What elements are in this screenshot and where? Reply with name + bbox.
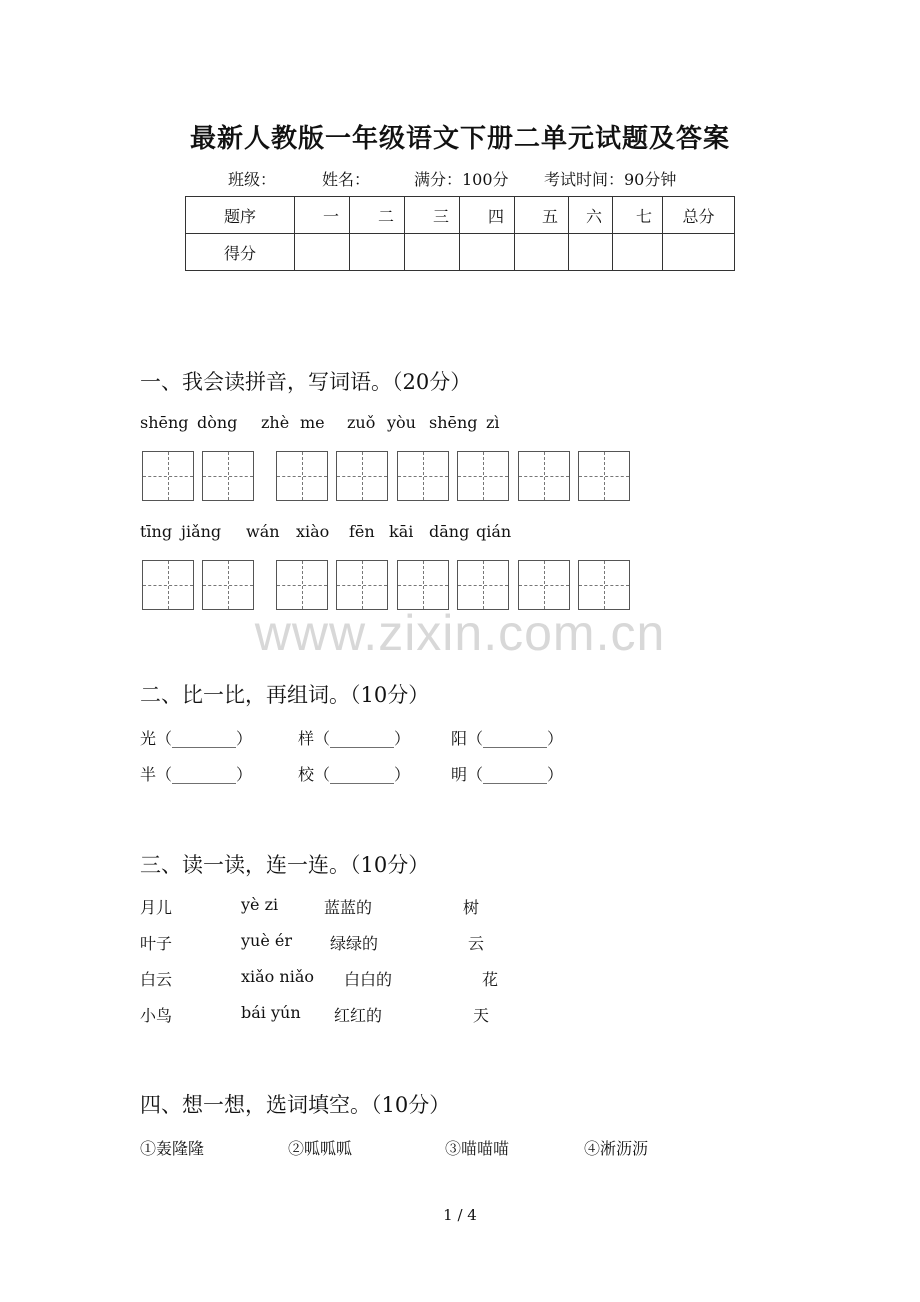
match-pinyin: yuè ér [241,931,293,950]
word-item[interactable]: 样（________） [298,729,411,748]
match-noun: 树 [463,898,480,917]
word-item[interactable]: 校（________） [298,765,411,784]
table-header-cell: 二 [350,197,405,234]
match-word: 月儿 [140,898,173,917]
writing-box[interactable] [518,560,570,610]
watermark: www.zixin.com.cn [254,605,666,661]
match-noun: 花 [482,970,499,989]
table-header-cell: 三 [405,197,460,234]
match-adjective: 白白的 [344,970,393,989]
table-header-cell: 七 [613,197,663,234]
option-item: ②呱呱呱 [288,1139,353,1158]
pinyin: me [300,413,325,432]
match-pinyin: xiǎo niǎo [241,967,314,986]
table-header-cell: 总分 [663,197,735,234]
writing-box[interactable] [276,451,328,501]
score-input-cell[interactable] [295,234,350,271]
match-word: 叶子 [140,934,173,953]
section4-heading: 四、想一想，选词填空。（10分） [140,1093,451,1117]
writing-box[interactable] [142,560,194,610]
full-score: 满分：100分 [414,170,509,189]
score-input-cell[interactable] [515,234,569,271]
pinyin: dāng [429,522,470,541]
pinyin: jiǎng [181,522,222,541]
table-header-cell: 六 [569,197,613,234]
writing-box[interactable] [457,560,509,610]
pinyin: kāi [389,522,414,541]
match-adjective: 绿绿的 [330,934,379,953]
score-input-cell[interactable] [350,234,405,271]
pinyin: tīng [140,522,173,541]
match-adjective: 红红的 [334,1006,383,1025]
word-item[interactable]: 半（________） [140,765,253,784]
match-word: 白云 [140,970,173,989]
writing-box[interactable] [336,560,388,610]
table-row [186,197,735,234]
score-input-cell[interactable] [663,234,735,271]
match-pinyin: yè zi [241,895,279,914]
table-header-cell: 题序 [186,197,295,234]
score-input-cell[interactable] [460,234,515,271]
page-title: 最新人教版一年级语文下册二单元试题及答案 [189,124,730,154]
score-input-cell[interactable] [613,234,663,271]
page-number: 1 / 4 [443,1206,477,1224]
pinyin: wán [246,522,280,541]
match-word: 小鸟 [140,1006,173,1025]
writing-box[interactable] [578,560,630,610]
pinyin: xiào [296,522,330,541]
table-row [186,234,735,271]
word-item[interactable]: 明（________） [451,765,564,784]
writing-box[interactable] [276,560,328,610]
match-noun: 云 [468,934,485,953]
table-header-cell: 一 [295,197,350,234]
section3-heading: 三、读一读，连一连。（10分） [140,853,430,877]
pinyin: dòng [197,413,238,432]
option-item: ①轰隆隆 [140,1139,205,1158]
writing-box[interactable] [518,451,570,501]
pinyin: zì [486,413,500,432]
score-row-label: 得分 [186,234,295,271]
section1-heading: 一、我会读拼音，写词语。（20分） [140,370,472,394]
writing-box[interactable] [202,451,254,501]
score-table [185,196,735,271]
pinyin: shēng [429,413,478,432]
match-pinyin: bái yún [241,1003,301,1022]
writing-box[interactable] [578,451,630,501]
word-item[interactable]: 光（________） [140,729,253,748]
option-item: ④淅沥沥 [584,1139,649,1158]
writing-box[interactable] [202,560,254,610]
score-input-cell[interactable] [569,234,613,271]
pinyin: zuǒ [347,413,376,432]
student-info [228,167,676,190]
writing-box[interactable] [397,560,449,610]
pinyin: zhè [261,413,290,432]
writing-box[interactable] [457,451,509,501]
match-noun: 天 [473,1006,490,1025]
pinyin: yòu [387,413,416,432]
option-item: ③喵喵喵 [445,1139,510,1158]
word-item[interactable]: 阳（________） [451,729,564,748]
table-header-cell: 四 [460,197,515,234]
pinyin: qián [476,522,512,541]
writing-box[interactable] [397,451,449,501]
exam-time: 考试时间：90分钟 [544,170,677,189]
name-label: 姓名： [322,170,371,189]
writing-box[interactable] [336,451,388,501]
score-input-cell[interactable] [405,234,460,271]
writing-box[interactable] [142,451,194,501]
pinyin: fēn [349,522,375,541]
table-header-cell: 五 [515,197,569,234]
match-adjective: 蓝蓝的 [324,898,373,917]
section2-heading: 二、比一比，再组词。（10分） [140,683,430,707]
class-label: 班级： [228,170,277,189]
pinyin: shēng [140,413,189,432]
